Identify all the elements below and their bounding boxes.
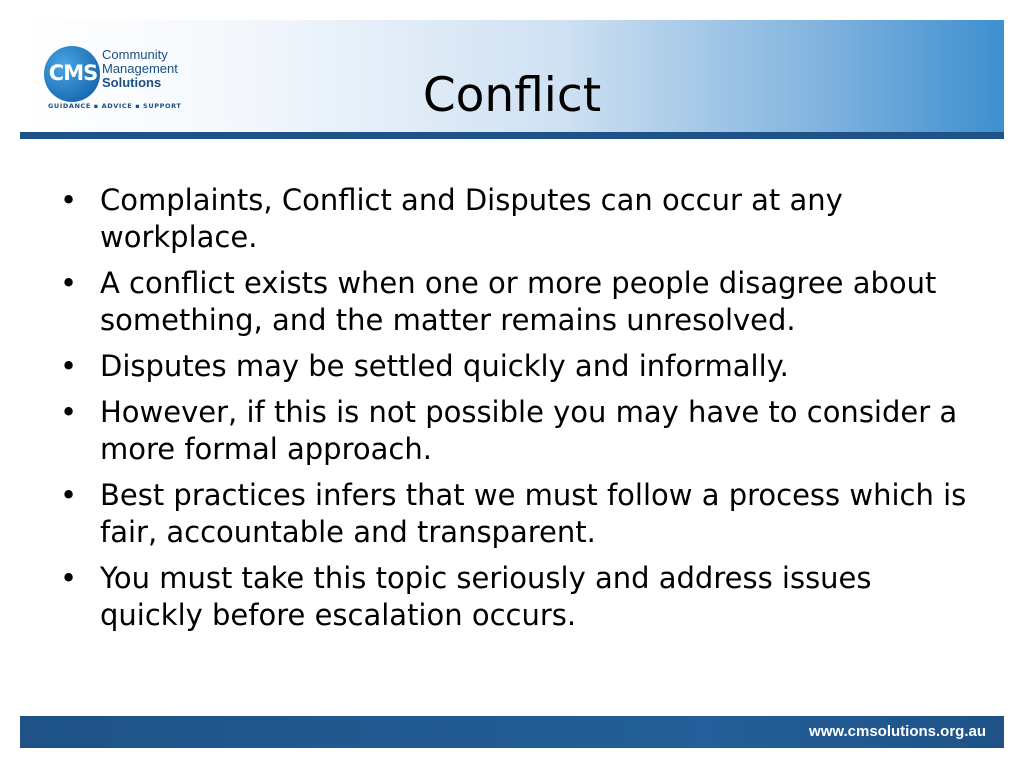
slide-title: Conflict: [422, 68, 602, 123]
bullet-item: [58, 394, 968, 468]
bullet-icon: •: [60, 266, 78, 300]
bullet-item: [58, 348, 968, 385]
bullet-icon: •: [60, 478, 78, 512]
logo-name-line2: Management: [102, 61, 178, 76]
bullet-list: [58, 182, 968, 643]
bullet-text: However, if this is not possible you may have to consider a more formal approach.: [100, 395, 958, 466]
bullet-text: Complaints, Conflict and Disputes can occur at any workplace.: [100, 183, 843, 254]
footer-url: www.cmsolutions.org.au: [809, 723, 986, 740]
bullet-text: Disputes may be settled quickly and informally.: [100, 349, 789, 383]
logo-tagline: GUIDANCE ▪ ADVICE ▪ SUPPORT: [48, 102, 182, 110]
logo-letters: CMS: [48, 61, 98, 85]
bullet-item: [58, 182, 968, 256]
bullet-item: [58, 560, 968, 634]
bullet-text: A conflict exists when one or more people disagree about something, and the matter remains unresolved.: [100, 266, 937, 337]
bullet-icon: •: [60, 349, 78, 383]
bullet-icon: •: [60, 561, 78, 595]
bullet-text: Best practices infers that we must follow a process which is fair, accountable and transparent.: [100, 478, 967, 549]
bullet-item: [58, 265, 968, 339]
header-divider: [20, 132, 1004, 139]
bullet-item: [58, 477, 968, 551]
bullet-icon: •: [60, 183, 78, 217]
bullet-icon: •: [60, 395, 78, 429]
bullet-text: You must take this topic seriously and address issues quickly before escalation occurs.: [100, 561, 872, 632]
logo-name-line3: Solutions: [102, 75, 162, 90]
logo-name-line1: Community: [102, 47, 168, 62]
